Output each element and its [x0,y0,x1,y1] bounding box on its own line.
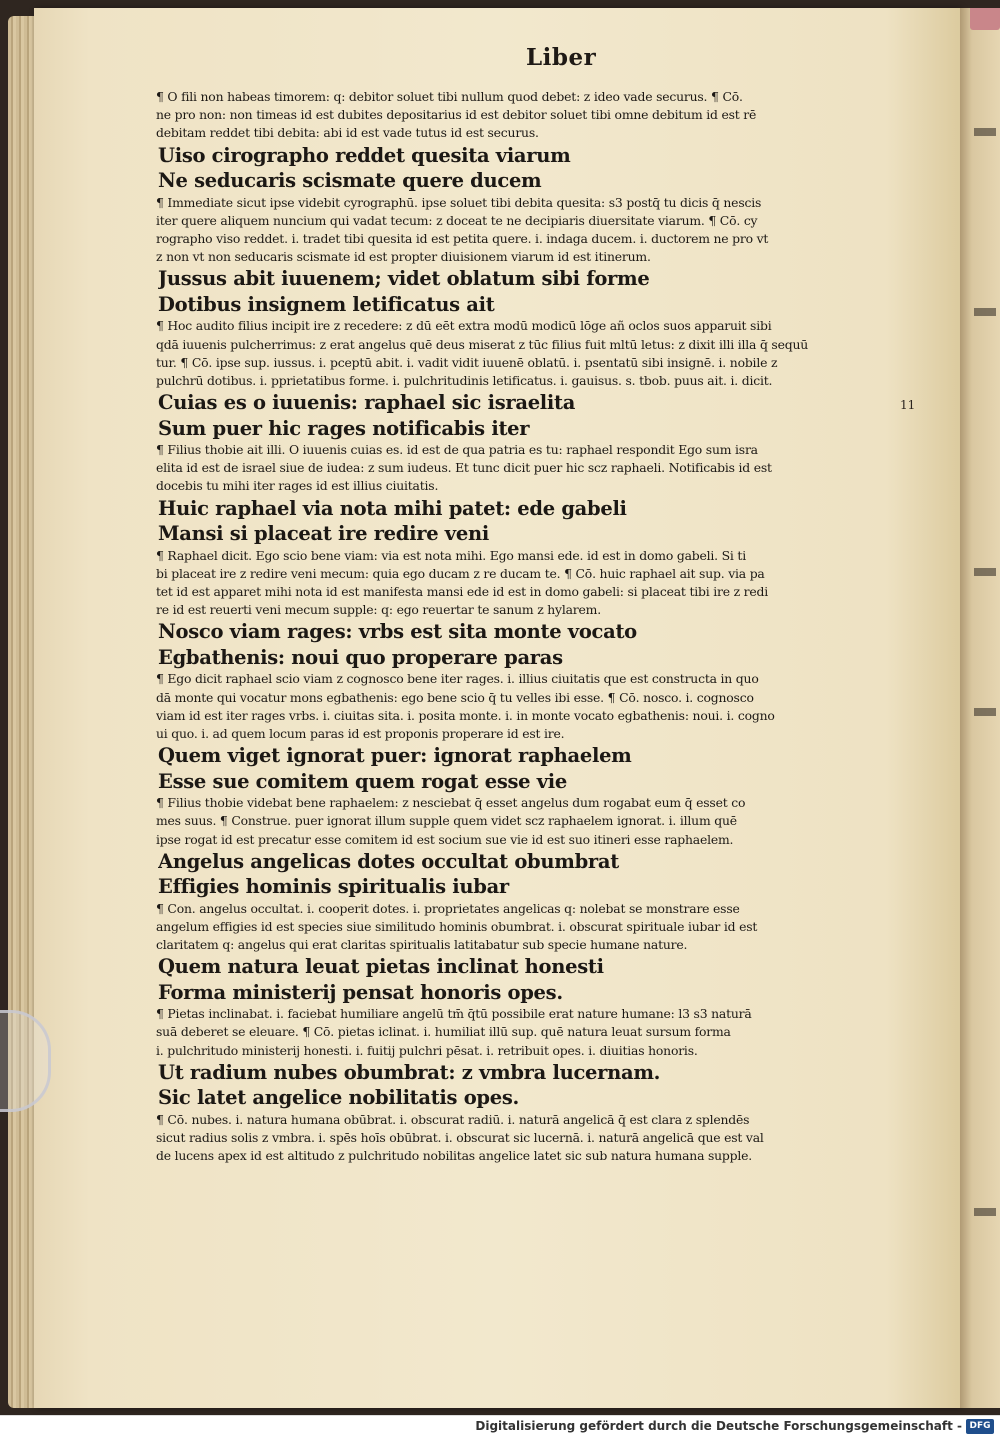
commentary-line: de lucens apex id est altitudo z pulchritudo nobilitas angelice latet sic sub natura humana supple. [156,1148,753,1164]
verse-line: Uiso cirographo reddet quesita viarum [158,143,571,167]
commentary-line: ¶ Cō. nubes. i. natura humana obūbrat. i. obscurat radiū. i. naturā angelicā q̄ est clara z splendēs [156,1111,750,1127]
commentary-line: docebis tu mihi iter rages id est illius ciuitatis. [156,478,439,494]
footer-bar [0,1415,1000,1438]
commentary-line: debitam reddet tibi debita: abi id est vade tutus id est securus. [156,125,539,141]
verse-line: Cuias es o iuuenis: raphael sic israelita [158,391,576,415]
commentary-line: mes suus. ¶ Construe. puer ignorat illum supple quem videt scz raphaelem ignorat. i. illum quē [156,813,737,829]
verse-line: Nosco viam rages: vrbs est sita monte vocato [158,620,637,644]
commentary-line: ipse rogat id est precatur esse comitem id est socium sue vie id est suo itineri esse raphaelem. [156,831,734,847]
commentary-line: viam id est iter rages vrbs. i. ciuitas sita. i. posita monte. i. in monte vocato egbathenis: noui. i. cogno [156,707,775,723]
commentary-line: ¶ Immediate sicut ipse videbit cyrographū. ipse soluet tibi debita quesita: s3 postq̄ tu dicis q̄ nescis [156,194,762,210]
verse-line: Ne seducaris scismate quere ducem [158,169,542,193]
verse-line: Sic latet angelice nobilitatis opes. [158,1086,520,1110]
commentary-line: dā monte qui vocatur mons egbathenis: ego bene scio q̄ tu velles ibi esse. ¶ Cō. nosco. i. cognosco [156,689,754,705]
commentary-line: angelum effigies id est species siue similitudo hominis obumbrat. i. obscurat spirituale iubar id est [156,918,758,934]
dfg-logo: DFG [966,1419,994,1434]
commentary-line: pulchrū dotibus. i. pprietatibus forme. i. pulchritudinis letificatus. i. gauisus. s. tbob. puus ait. i. dicit. [156,372,773,388]
commentary-line: bi placeat ire z redire veni mecum: quia ego ducam z re ducam te. ¶ Cō. huic raphael ait sup. via pa [156,565,765,581]
commentary-line: claritatem q: angelus qui erat claritas spiritualis latitabatur sub specie humane nature. [156,937,688,953]
verse-line: Mansi si placeat ire redire veni [158,522,489,546]
commentary-line: sicut radius solis z vmbra. i. spēs hoīs obūbrat. i. obscurat sic lucernā. i. naturā angelicā que est val [156,1130,764,1145]
verse-line: Egbathenis: noui quo properare paras [158,645,563,669]
verse-line: Angelus angelicas dotes occultat obumbrat [158,849,619,873]
commentary-line: ¶ O fili non habeas timorem: q: debitor soluet tibi nullum quod debet: z ideo vade securus. ¶ Cō. [156,89,743,104]
commentary-line: iter quere aliquem nuncium qui vadat tecum: z doceat te ne decipiaris diuersitate viarum. ¶ Cō. cy [156,212,758,228]
text-block [156,88,924,1165]
margin-marker: 11 [900,398,916,412]
funding-credit: Digitalisierung gefördert durch die Deutsche Forschungsgemeinschaft - [475,1419,962,1433]
next-page-edge [960,8,1000,1408]
commentary-line: qdā iuuenis pulcherrimus: z erat angelus quē deus miserat z tūc filius fuit mltū letus: z dixit illi illa q̄ sequū [156,336,809,352]
commentary-line: ui quo. i. ad quem locum paras id est proponis properare id est ire. [156,725,565,741]
commentary-line: i. pulchritudo ministerij honesti. i. fuitij pulchri pēsat. i. retribuit opes. i. diuitias honoris. [156,1042,698,1058]
verse-line: Quem natura leuat pietas inclinat honesti [158,955,604,979]
commentary-line: suā deberet se eleuare. ¶ Cō. pietas iclinat. i. humiliat illū sup. quē natura leuat sursum forma [156,1024,731,1040]
verse-line: Ut radium nubes obumbrat: z vmbra lucernam. [158,1060,661,1084]
running-head: Liber [526,44,597,71]
commentary-line: ¶ Con. angelus occultat. i. cooperit dotes. i. proprietates angelicas q: nolebat se monstrare esse [156,900,740,916]
commentary-line: tur. ¶ Cō. ipse sup. iussus. i. pceptū abit. i. vadit vidit iuuenē oblatū. i. psentatū sibi insignē. i. nobile z [156,354,778,370]
commentary-line: ne pro non: non timeas id est dubites depositarius id est debitor soluet tibi omne debitum id est rē [156,107,757,123]
verse-line: Effigies hominis spiritualis iubar [158,875,509,899]
commentary-line: ¶ Ego dicit raphael scio viam z cognosco bene iter rages. i. illius ciuitatis que est constructa in quo [156,671,759,687]
commentary-line: ¶ Hoc audito filius incipit ire z recedere: z dū eēt extra modū modicū lōge añ oclos suos apparuit sibi [156,318,772,334]
commentary-line: ¶ Pietas inclinabat. i. faciebat humiliare angelū tm̄ q̄tū possibile erat nature humane: l3 s3 naturā [156,1006,752,1022]
verse-line: Huic raphael via nota mihi patet: ede gabeli [158,496,627,520]
verse-line: Dotibus insignem letificatus ait [158,292,495,316]
commentary-line: tet id est apparet mihi nota id est manifesta mansi ede id est in domo gabeli: si placeat tibi ire z redi [156,584,768,599]
commentary-line: elita id est de israel siue de iudea: z sum iudeus. Et tunc dicit puer hic scz raphaeli. Notificabis id est [156,460,772,476]
commentary-line: ¶ Filius thobie videbat bene raphaelem: z nesciebat q̄ esset angelus dum rogabat eum q̄ esset co [156,795,746,811]
verse-line: Esse sue comitem quem rogat esse vie [158,769,568,793]
commentary-line: rographo viso reddet. i. tradet tibi quesita id est petita quere. i. indaga ducem. i. ductorem ne pro vt [156,230,769,246]
verse-line: Quem viget ignorat puer: ignorat raphaelem [158,744,632,768]
commentary-line: z non vt non seducaris scismate id est propter diuisionem viarum id est itinerum. [156,249,651,265]
verse-line: Jussus abit iuuenem; videt oblatum sibi forme [158,267,650,291]
commentary-line: ¶ Filius thobie ait illi. O iuuenis cuias es. id est de qua patria es tu: raphael respondit Ego sum isra [156,442,758,458]
verse-line: Sum puer hic rages notificabis iter [158,416,530,440]
commentary-line: ¶ Raphael dicit. Ego scio bene viam: via est nota mihi. Ego mansi ede. id est in domo gabeli. Si ti [156,547,746,563]
bookmark-tab [970,8,1000,30]
verse-line: Forma ministerij pensat honoris opes. [158,980,563,1004]
commentary-line: re id est reuerti veni mecum supple: q: ego reuertar te sanum z hylarem. [156,602,601,618]
